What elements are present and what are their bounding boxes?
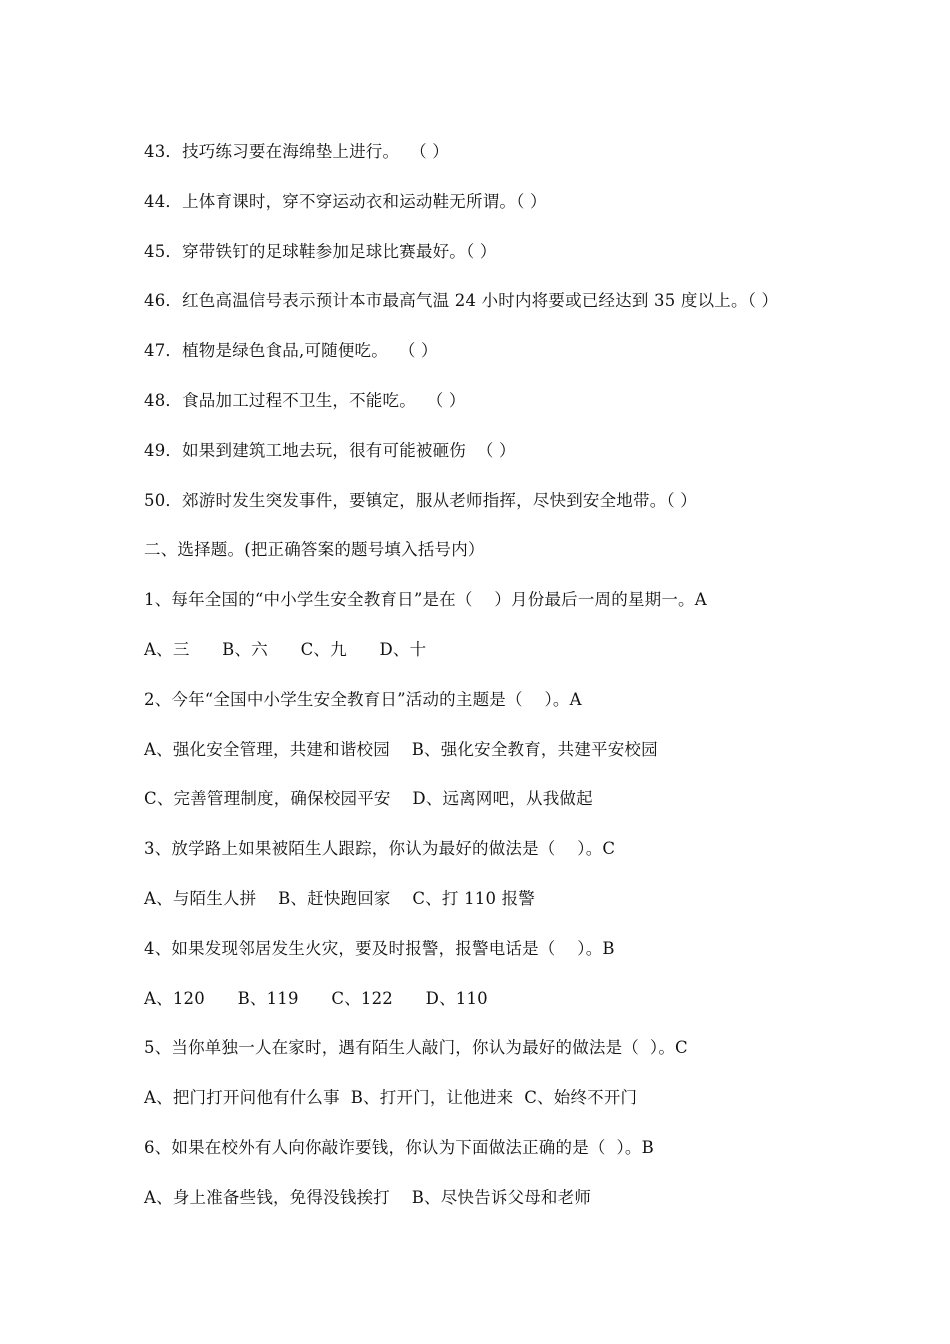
choice-question-6: 6、如果在校外有人向你敲诈要钱，你认为下面做法正确的是（ ）。B: [144, 1137, 654, 1157]
choice-options-3: A、与陌生人拼 B、赶快跑回家 C、打 110 报警: [144, 888, 536, 908]
choice-options-6: A、身上准备些钱，免得没钱挨打 B、尽快告诉父母和老师: [144, 1187, 592, 1207]
text-body: [144, 138, 904, 1234]
question-48: 48．食品加工过程不卫生，不能吃。 （ ）: [144, 390, 466, 410]
question-44: 44．上体育课时，穿不穿运动衣和运动鞋无所谓。（ ）: [144, 191, 547, 211]
choice-options-2b: C、完善管理制度，确保校园平安 D、远离网吧，从我做起: [144, 789, 593, 809]
choice-options-4: A、120 B、119 C、122 D、110: [144, 988, 488, 1008]
question-49: 49．如果到建筑工地去玩，很有可能被砸伤 （ ）: [144, 440, 516, 460]
choice-question-3: 3、放学路上如果被陌生人跟踪，你认为最好的做法是（ ）。C: [144, 839, 616, 859]
question-43: 43．技巧练习要在海绵垫上进行。 （ ）: [144, 142, 449, 161]
choice-question-4: 4、如果发现邻居发生火灾，要及时报警，报警电话是（ ）。B: [144, 938, 615, 958]
choice-question-5: 5、当你单独一人在家时，遇有陌生人敲门，你认为最好的做法是（ ）。C: [144, 1038, 688, 1058]
question-45: 45．穿带铁钉的足球鞋参加足球比赛最好。（ ）: [144, 241, 497, 261]
question-50: 50．郊游时发生突发事件，要镇定，服从老师指挥，尽快到安全地带。（ ）: [144, 490, 697, 510]
choice-options-2a: A、强化安全管理，共建和谐校园 B、强化安全教育，共建平安校园: [144, 739, 658, 759]
section-heading: 二、选择题。(把正确答案的题号填入括号内）: [144, 540, 485, 560]
choice-options-5: A、把门打开问他有什么事 B、打开门，让他进来 C、始终不开门: [144, 1088, 638, 1108]
question-46: 46．红色高温信号表示预计本市最高气温 24 小时内将要或已经达到 35 度以上。（ ）: [144, 291, 779, 311]
choice-options-1: A、三 B、六 C、九 D、十: [144, 639, 427, 659]
choice-question-1: 1、每年全国的“中小学生安全教育日”是在（ ）月份最后一周的星期一。A: [144, 590, 707, 610]
choice-question-2: 2、今年“全国中小学生安全教育日”活动的主题是（ ）。A: [144, 689, 582, 709]
question-47: 47．植物是绿色食品,可随便吃。 （ ）: [144, 341, 438, 361]
